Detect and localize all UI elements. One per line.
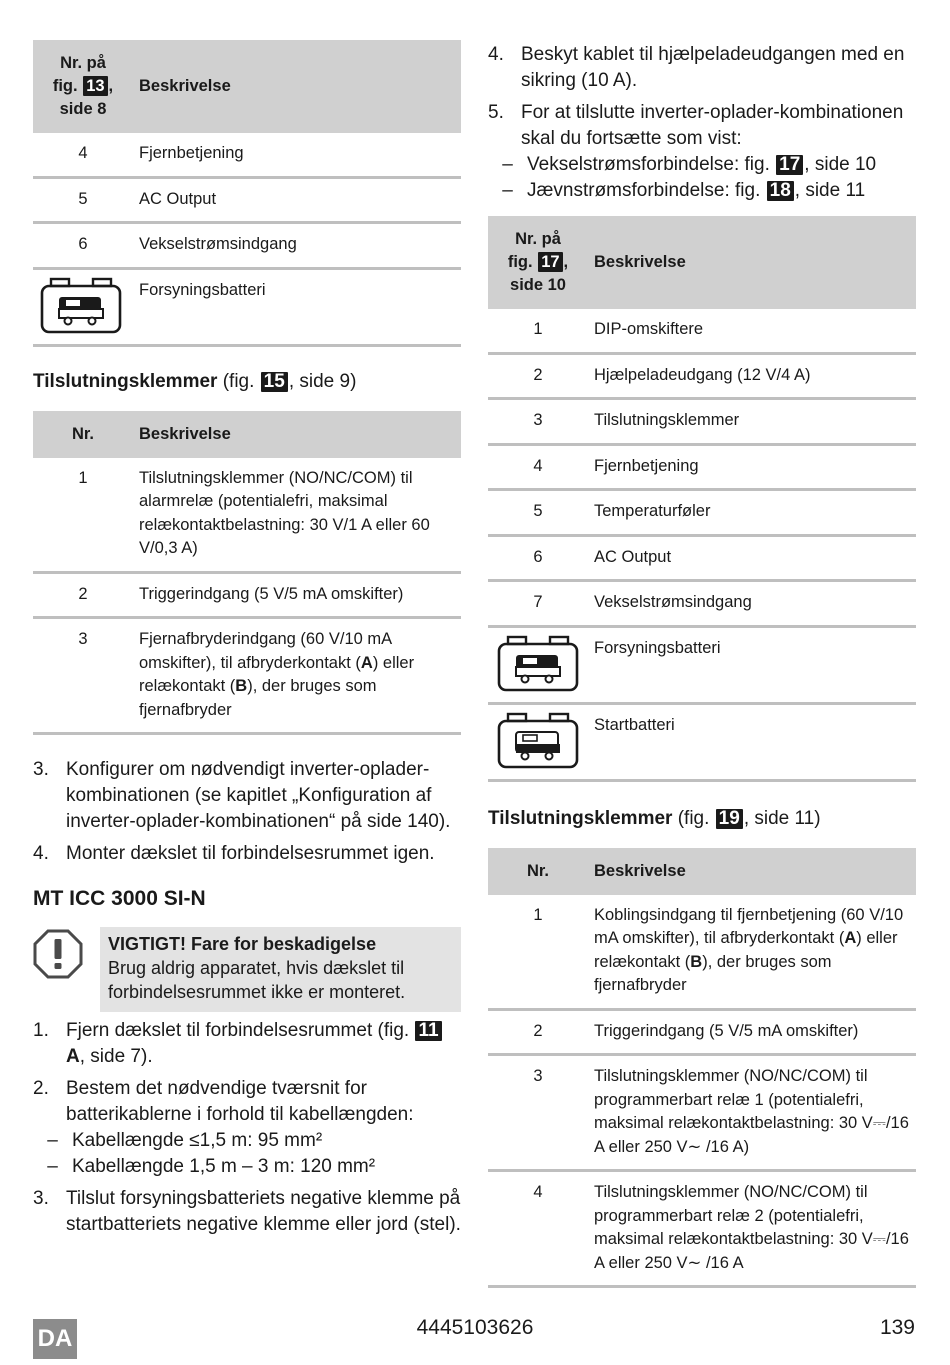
- heading-bold: Tilslutningsklemmer: [33, 370, 218, 392]
- table-row: [488, 399, 916, 445]
- row-desc: Vekselstrømsindgang: [133, 223, 461, 269]
- row-desc: Tilslutningsklemmer (NO/NC/COM) til programmerbart relæ 1 (potentialefri, maksimal relækontaktbelastning: 30 V⎓/16 A eller 250 V∼ /16 A): [588, 1055, 916, 1171]
- dash-text: [527, 152, 876, 178]
- row-desc: AC Output: [133, 177, 461, 223]
- row-desc: Temperaturføler: [588, 490, 916, 536]
- nr-header-line: [494, 251, 582, 274]
- terminal-heading-fig15: [33, 369, 461, 395]
- table-row: [488, 490, 916, 536]
- step-number: 4.: [33, 843, 49, 864]
- supply-battery-icon: [39, 276, 123, 334]
- desc-bold: B: [235, 677, 248, 695]
- row-icon-cell: [488, 626, 588, 703]
- table-row: [488, 353, 916, 399]
- row-desc: Fjernbetjening: [133, 133, 461, 177]
- table-row: [33, 572, 461, 618]
- starter-battery-icon: [496, 711, 580, 769]
- dash-item: [488, 152, 916, 178]
- figure-ref: 17: [776, 155, 803, 175]
- step-text: Monter dækslet til forbindelsesrummet igen.: [66, 843, 435, 864]
- dash-text: [527, 178, 865, 204]
- dash-marker: –: [47, 1156, 58, 1177]
- step-text: Beskyt kablet til hjælpeladeudgangen med en sikring (10 A).: [521, 44, 905, 91]
- heading-text: (fig.: [217, 370, 255, 392]
- row-desc: Triggerindgang (5 V/5 mA omskifter): [588, 1009, 916, 1055]
- step-number: 2.: [33, 1078, 49, 1099]
- nr-header-comma: ,: [108, 77, 114, 95]
- dash-marker: –: [47, 1130, 58, 1151]
- dash-text-part: Vekselstrømsforbindelse: fig.: [527, 154, 770, 175]
- desc-bold: A: [844, 929, 857, 947]
- row-desc: Triggerindgang (5 V/5 mA omskifter): [133, 572, 461, 618]
- row-nr: 3: [488, 399, 588, 445]
- warning-box: [33, 927, 461, 1012]
- row-desc: Forsyningsbatteri: [588, 626, 916, 703]
- dash-item: [33, 1128, 461, 1154]
- figure-ref: 11: [415, 1021, 441, 1041]
- row-desc: Tilslutningsklemmer: [588, 399, 916, 445]
- dash-marker: –: [502, 180, 513, 201]
- table-row: [488, 444, 916, 490]
- heading-text: , side 11): [743, 807, 821, 829]
- table-row: [488, 895, 916, 1010]
- list-item: [488, 42, 916, 94]
- heading-bold: Tilslutningsklemmer: [488, 807, 673, 829]
- desc-header: Beskrivelse: [133, 411, 461, 458]
- desc-header: Beskrivelse: [588, 848, 916, 895]
- row-desc: [133, 618, 461, 734]
- list-item: [33, 1186, 461, 1238]
- document-code: 4445103626: [416, 1316, 534, 1339]
- row-nr: 2: [488, 353, 588, 399]
- row-nr: 3: [33, 618, 133, 734]
- step-text-part: , side 7).: [79, 1046, 153, 1067]
- table-row: [488, 1055, 916, 1171]
- row-desc: Tilslutningsklemmer (NO/NC/COM) til alarmrelæ (potentialefri, maksimal relækontaktbelastning: 30 V/1 A eller 60 V/0,3 A): [133, 458, 461, 573]
- table-row: [33, 133, 461, 177]
- desc-bold: B: [690, 952, 703, 971]
- list-item: [33, 757, 461, 835]
- desc-text: ), der bruges som fjernafbryder: [139, 677, 377, 719]
- row-icon-cell: [33, 268, 133, 345]
- warning-text: Brug aldrig apparatet, hvis dækslet til forbindelsesrummet ikke er monteret.: [108, 958, 406, 1002]
- nr-header: Nr.: [33, 411, 133, 458]
- table-row: [488, 1171, 916, 1287]
- dash-marker: –: [502, 154, 513, 175]
- step-number: 5.: [488, 102, 504, 123]
- list-item: [488, 100, 916, 152]
- row-desc: Vekselstrømsindgang: [588, 581, 916, 627]
- row-nr: 4: [488, 1171, 588, 1287]
- desc-header: Beskrivelse: [588, 216, 916, 309]
- desc-text: ), der bruges som fjernafbryder: [594, 952, 832, 994]
- dash-text-part: , side 10: [804, 154, 877, 175]
- table-row: [33, 618, 461, 734]
- warning-octagon-icon: [33, 927, 100, 1012]
- row-nr: 5: [488, 490, 588, 536]
- component-table-fig17: [488, 216, 916, 782]
- list-item: [33, 1018, 461, 1070]
- step-number: 4.: [488, 44, 504, 65]
- left-column: [33, 40, 461, 1244]
- row-icon-cell: [488, 703, 588, 780]
- table-row: [33, 177, 461, 223]
- table-row: [33, 268, 461, 345]
- row-desc: Hjælpeladeudgang (12 V/4 A): [588, 353, 916, 399]
- nr-header-line: Nr. på: [60, 54, 106, 72]
- list-item: [33, 841, 461, 867]
- dash-text-part: , side 11: [794, 180, 866, 201]
- row-desc: Fjernbetjening: [588, 444, 916, 490]
- row-desc: Tilslutningsklemmer (NO/NC/COM) til programmerbart relæ 2 (potentialefri, maksimal relækontaktbelastning: 30 V⎓/16 A eller 250 V∼ /16 A: [588, 1171, 916, 1287]
- table-header: [33, 40, 461, 133]
- row-nr: 6: [488, 535, 588, 581]
- row-nr: 2: [488, 1009, 588, 1055]
- nr-header: [488, 216, 588, 309]
- row-nr: 7: [488, 581, 588, 627]
- warning-title: VIGTIGT! Fare for beskadigelse: [108, 934, 377, 954]
- heading-text: , side 9): [288, 370, 357, 392]
- section-title: MT ICC 3000 SI-N: [33, 887, 206, 910]
- figure-ref: 15: [261, 372, 288, 392]
- table-row: [488, 581, 916, 627]
- nr-header-fig-text: fig.: [507, 253, 533, 271]
- row-nr: 1: [488, 309, 588, 353]
- table-row: [33, 458, 461, 573]
- nr-header: Nr.: [488, 848, 588, 895]
- row-nr: 5: [33, 177, 133, 223]
- row-nr: 2: [33, 572, 133, 618]
- table-row: [33, 223, 461, 269]
- table-row: [488, 703, 916, 780]
- nr-header-line: Nr. på: [515, 230, 561, 248]
- page-number: 139: [879, 1316, 915, 1339]
- row-nr: 3: [488, 1055, 588, 1171]
- step-number: 3.: [33, 759, 49, 780]
- desc-text: Koblingsindgang til fjernbetjening (60 V/10 mA omskifter), til afbryderkontakt (: [594, 905, 904, 947]
- row-nr: 1: [33, 458, 133, 573]
- language-badge: DA: [33, 1319, 77, 1359]
- steps-list-1: [33, 757, 461, 867]
- table-row: [488, 309, 916, 353]
- terminal-table-fig15: [33, 411, 461, 736]
- row-nr: 6: [33, 223, 133, 269]
- dash-text: Kabellængde ≤1,5 m: 95 mm²: [72, 1130, 323, 1151]
- nr-header-line: side 8: [59, 100, 107, 118]
- row-desc: Forsyningsbatteri: [133, 268, 461, 345]
- step-text: Bestem det nødvendige tværsnit for batterikablerne i forhold til kabellængden:: [66, 1078, 414, 1125]
- terminal-table-fig19: [488, 848, 916, 1289]
- row-nr: 4: [488, 444, 588, 490]
- desc-text: ) eller relækontakt (: [594, 929, 898, 971]
- dash-item: [488, 178, 916, 204]
- step-text: Tilslut forsyningsbatteriets negative klemme på startbatteriets negative klemme eller jord (stel).: [66, 1188, 461, 1235]
- row-nr: 4: [33, 133, 133, 177]
- step-number: 3.: [33, 1188, 49, 1209]
- row-desc: Startbatteri: [588, 703, 916, 780]
- dash-item: [33, 1154, 461, 1180]
- right-column: [488, 42, 916, 1288]
- warning-text-box: [100, 927, 461, 1012]
- dash-text: Kabellængde 1,5 m – 3 m: 120 mm²: [72, 1156, 376, 1177]
- figure-ref: 19: [716, 809, 743, 829]
- desc-bold: A: [360, 653, 373, 672]
- table-row: [488, 1009, 916, 1055]
- desc-text: ) eller relækontakt (: [139, 653, 415, 695]
- nr-header-line: [39, 75, 127, 98]
- step-number: 1.: [33, 1020, 49, 1041]
- step-bold: A: [66, 1046, 80, 1067]
- figure-ref: 17: [538, 252, 562, 272]
- step-text: For at tilslutte inverter-oplader-kombinationen skal du fortsætte som vist:: [521, 102, 904, 149]
- table-row: [488, 626, 916, 703]
- step-text-part: Fjern dækslet til forbindelsesrummet (fig.: [66, 1020, 410, 1041]
- table-header: [488, 848, 916, 895]
- row-desc: DIP-omskiftere: [588, 309, 916, 353]
- steps-list-2: [33, 1018, 461, 1238]
- heading-text: (fig.: [672, 807, 710, 829]
- figure-ref: 13: [83, 76, 107, 96]
- list-item: [33, 1076, 461, 1128]
- row-desc: [588, 895, 916, 1010]
- table-row: [488, 535, 916, 581]
- step-text: Konfigurer om nødvendigt inverter-oplader-kombinationen (se kapitlet „Konfiguration af inverter-oplader-kombinationen“ på side 140).: [66, 759, 451, 832]
- desc-text: Fjernafbryderindgang (60 V/10 mA omskifter), til afbryderkontakt (: [139, 630, 392, 672]
- supply-battery-icon: [496, 634, 580, 692]
- nr-header-fig-text: fig.: [52, 77, 78, 95]
- dash-text-part: Jævnstrømsforbindelse: fig.: [527, 180, 761, 201]
- nr-header-comma: ,: [563, 253, 569, 271]
- table-header: [488, 216, 916, 309]
- component-table-fig13: [33, 40, 461, 347]
- desc-header: Beskrivelse: [133, 40, 461, 133]
- figure-ref: 18: [767, 181, 794, 201]
- nr-header-line: side 10: [510, 276, 566, 294]
- step-text: [66, 1018, 461, 1070]
- table-header: [33, 411, 461, 458]
- row-desc: AC Output: [588, 535, 916, 581]
- row-nr: 1: [488, 895, 588, 1010]
- terminal-heading-fig19: [488, 806, 916, 832]
- nr-header: [33, 40, 133, 133]
